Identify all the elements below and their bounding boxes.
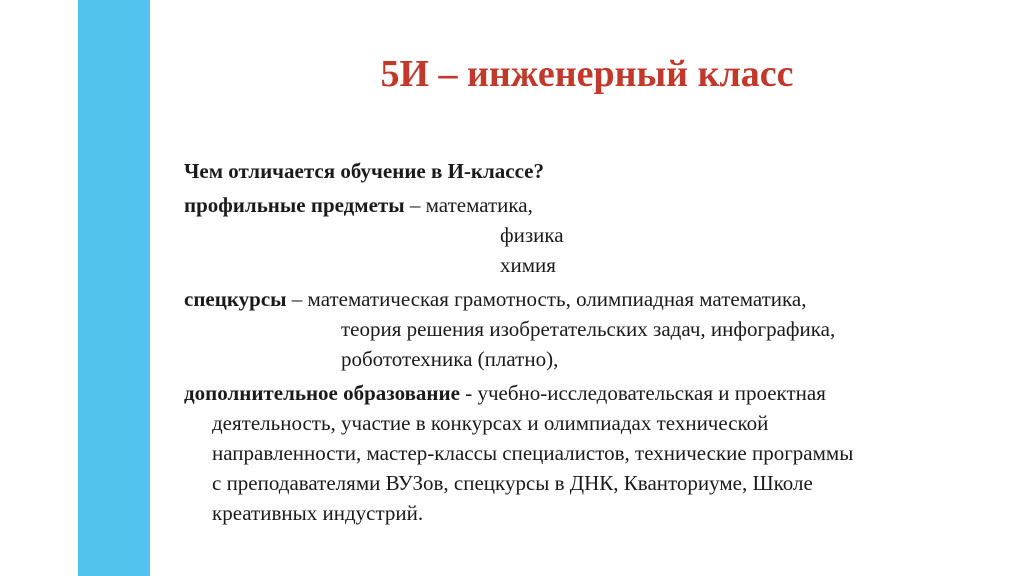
special-courses-block bbox=[184, 284, 1004, 374]
extra-education-block bbox=[184, 378, 1004, 528]
extra-line: направленности, мастер-классы специалистов, технические программы bbox=[212, 441, 854, 465]
extra-separator: - bbox=[459, 381, 478, 405]
courses-separator: – bbox=[286, 287, 308, 311]
question-text: Чем отличается обучение в И-классе? bbox=[184, 159, 545, 183]
profile-subjects-block bbox=[184, 190, 1004, 280]
extra-line: деятельность, участие в конкурсах и олимпиадах технической bbox=[212, 411, 769, 435]
courses-line: робототехника (платно), bbox=[341, 347, 559, 371]
extra-line: учебно-исследовательская и проектная bbox=[477, 381, 826, 405]
extra-line: с преподавателями ВУЗов, спецкурсы в ДНК, Кванториуме, Школе bbox=[212, 471, 813, 495]
profile-subject-item: математика, bbox=[425, 193, 533, 217]
special-courses-label: спецкурсы bbox=[184, 287, 287, 311]
accent-bar bbox=[78, 0, 150, 576]
profile-subject-item: химия bbox=[500, 253, 556, 277]
slide-title: 5И – инженерный класс bbox=[380, 53, 794, 95]
courses-line: теория решения изобретательских задач, инфографика, bbox=[341, 317, 836, 341]
courses-line: математическая грамотность, олимпиадная математика, bbox=[307, 287, 807, 311]
slide-content bbox=[184, 156, 1004, 528]
extra-education-label: дополнительное образование bbox=[184, 381, 460, 405]
profile-separator: – bbox=[404, 193, 426, 217]
extra-line: креативных индустрий. bbox=[212, 501, 424, 525]
profile-subject-item: физика bbox=[500, 223, 564, 247]
profile-subjects-label: профильные предметы bbox=[184, 193, 405, 217]
